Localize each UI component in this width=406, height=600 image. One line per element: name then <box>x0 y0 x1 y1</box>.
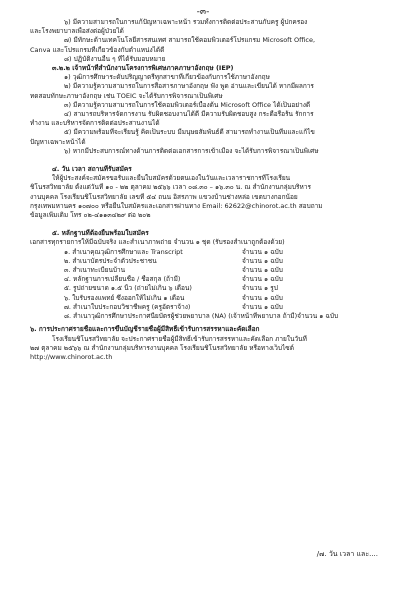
iep-item: ปัญหาเฉพาะหน้าได้ <box>30 137 86 146</box>
document-item <box>64 284 384 293</box>
iep-item: ๓) มีความรู้ความสามารถในการใช้คอมพิวเตอร์เบื้องต้น Microsoft Office ได้เป็นอย่างดี <box>64 100 311 109</box>
document-quantity: จำนวน ๑ ฉบับ <box>242 266 283 275</box>
document-item <box>64 294 384 303</box>
document-item <box>64 303 384 312</box>
document-list <box>30 248 384 322</box>
document-quantity: จำนวน ๑ ฉบับ <box>242 247 283 256</box>
qualification-line: ๘) ปฏิบัติงานอื่น ๆ ที่ได้รับมอบหมาย <box>64 54 166 63</box>
document-quantity: จำนวน ๑ ฉบับ <box>242 293 283 302</box>
qualification-line: Canva และโปรแกรมที่เกี่ยวข้องกับตำแหน่งได้ดี <box>30 45 165 54</box>
iep-item: ๑) วุฒิการศึกษาระดับปริญญาตรีทุกสาขาที่เกี่ยวข้องกับการใช้ภาษาอังกฤษ <box>64 73 270 82</box>
document-item <box>64 257 384 266</box>
iep-item: ทำงาน และบริหารจัดการติดต่อประสานงานได้ <box>30 119 160 128</box>
document-label: ๘. สำเนาวุฒิการศึกษาประกาศนียบัตรผู้ช่วยพยาบาล (NA) (เจ้าหน้าที่พยาบาล ถ้ามี) <box>64 312 298 321</box>
document-label: ๔. หลักฐานการเปลี่ยนชื่อ / ชื่อสกุล (ถ้ามี) <box>64 275 181 284</box>
section4-paragraph-line: ชิโนรสวิทยาลัย ตั้งแต่วันที่ ๑๐ - ๒๒ ตุลาคม ๒๕๖๖ เวลา ๐๘.๓๐ – ๑๖.๓๐ น. ณ สำนักงานกลุ่มบริหาร <box>30 183 311 192</box>
document-label: ๗. สำเนาใบประกอบวิชาชีพครู (ครูอัตราจ้าง) <box>64 302 191 311</box>
document-label: ๒. สำเนาบัตรประจำตัวประชาชน <box>64 256 157 265</box>
iep-item: ทดสอบทักษะภาษาอังกฤษ เช่น TOEIC จะได้รับการพิจารณาเป็นพิเศษ <box>30 91 223 100</box>
document-label: ๓. สำเนาทะเบียนบ้าน <box>64 266 126 275</box>
document-quantity: จำนวน ๑ ฉบับ <box>242 275 283 284</box>
qualification-line: ๖) มีความสามารถในการแก้ปัญหาเฉพาะหน้า รวมทั้งการติดต่อประสานกับครู ผู้ปกครอง <box>64 18 308 26</box>
document-label: ๕. รูปถ่ายขนาด ๑.๕ นิ้ว (ถ่ายไม่เกิน ๖ เดือน) <box>64 284 192 293</box>
document-item <box>64 312 384 321</box>
section5-heading: ๕. หลักฐานที่ต้องยื่นพร้อมใบสมัคร <box>52 229 149 238</box>
document-label: ๖. ใบรับรองแพทย์ ซึ่งออกให้ไม่เกิน ๑ เดือน <box>64 293 185 302</box>
section4-paragraph-line: ข้อมูลเพิ่มเติม โทร ๐๒-๔๑๑๓๔๒๙ ต่อ ๒๐๒ <box>30 211 151 220</box>
iep-item: ๒) มีความรู้ความสามารถในการสื่อสารภาษาอังกฤษ ฟัง พูด อ่านและเขียนได้ หากมีผลการ <box>64 82 314 91</box>
document-item <box>64 266 384 275</box>
section6-paragraph-line: โรงเรียนชิโนรสวิทยาลัย จะประกาศรายชื่อผู้มีสิทธิ์เข้ารับการสรรหาและคัดเลือก ภายในวันที่ <box>52 334 307 343</box>
iep-item: ๔) สามารถบริหารจัดการงาน รับผิดชอบงานได้ดี มีความรับผิดชอบสูง กระตือรือร้น รักการ <box>64 110 314 119</box>
document-item <box>64 248 384 257</box>
document-quantity: จำนวน ๑ รูป <box>242 284 278 293</box>
iep-heading: ๓.๒.๒ เจ้าหน้าที่สำนักงานโครงการพิเศษภาคภาษาอังกฤษ (IEP) <box>52 64 234 73</box>
document-quantity: จำนวน ๑ ฉบับ <box>242 256 283 265</box>
iep-item: ๖) หากมีประสบการณ์ทางด้านการติดต่อเอกสารการเข้าเมือง จะได้รับการพิจารณาเป็นพิเศษ <box>64 146 319 155</box>
section5-intro: เอกสารทุกรายการให้มีฉบับจริง และสำเนาภาพถ่าย จำนวน ๑ ชุด (รับรองสำเนาถูกต้องด้วย) <box>30 238 285 247</box>
qualification-line: ๗) มีทักษะด้านเทคโนโลยีสารสนเทศ สามารถใช้คอมพิวเตอร์โปรแกรม Microsoft Office, <box>64 36 316 45</box>
section4-paragraph-line: งานบุคคล โรงเรียนชิโนรสวิทยาลัย เลขที่ ๕๔ ถนน อิสรภาพ แขวงบ้านช่างหล่อ เขตบางกอกน้อย <box>30 192 298 201</box>
section4-paragraph-line: กรุงเทพมหานคร ๑๐๗๐๐ หรือยื่นใบสมัครและเอกสารผ่านทาง Email: 62622@chinorot.ac.th สอบถาม <box>30 201 323 210</box>
section6-paragraph-line: ๒๗ ตุลาคม ๒๕๖๖ ณ สำนักงานกลุ่มบริหารงานบุคคล โรงเรียนชิโนรสวิทยาลัย หรือทางเว็บไซต์ <box>30 343 294 352</box>
section4-heading: ๔. วัน เวลา สถานที่รับสมัคร <box>52 165 132 174</box>
document-quantity: จำนวน ๑ ฉบับ <box>297 312 339 321</box>
section6-heading: ๖. การประกาศรายชื่อและการขึ้นบัญชีรายชื่อผู้มีสิทธิ์เข้ารับการสรรหาและคัดเลือก <box>30 325 260 334</box>
document-item <box>64 275 384 284</box>
iep-item: ๕) มีความพร้อมที่จะเรียนรู้ คิดเป็นระบบ มีมนุษยสัมพันธ์ดี สามารถทำงานเป็นทีมและแก้ไข <box>64 128 315 137</box>
qualification-line: และโรงพยาบาลเพื่อส่งต่อผู้ป่วยได้ <box>30 27 124 36</box>
website-link[interactable]: http://www.chinorot.ac.th <box>30 352 113 361</box>
document-quantity: จำนวน ๑ ฉบับ <box>242 302 283 311</box>
document-body <box>30 18 384 362</box>
continuation-note: /๗. วัน เวลา และ.... <box>316 550 378 558</box>
section4-paragraph-line: ให้ผู้ประสงค์จะสมัครขอรับและยื่นใบสมัครด้วยตนเองในวันและเวลาราชการที่โรงเรียน <box>52 174 291 183</box>
page-number: -๓- <box>196 7 210 17</box>
document-label: ๑. สำเนาคุณวุฒิการศึกษาและ Transcript <box>64 247 183 256</box>
